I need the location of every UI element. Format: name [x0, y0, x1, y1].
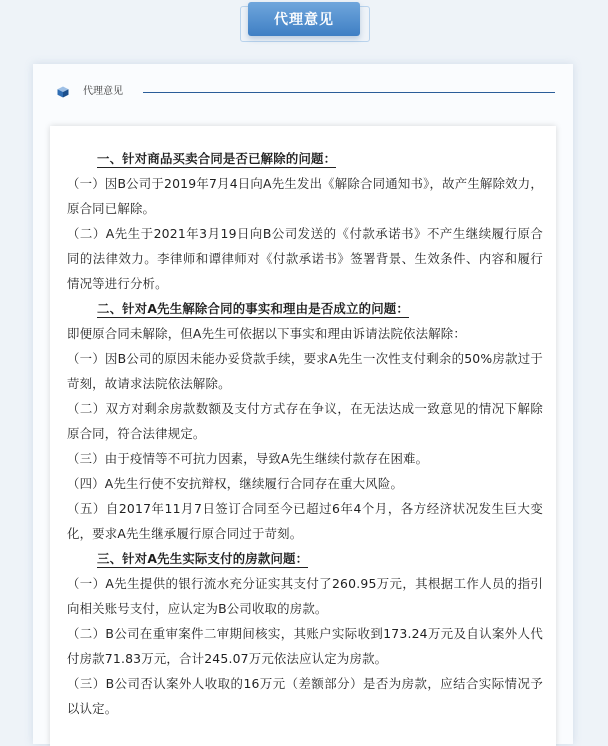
opinion-content: [67, 146, 543, 721]
divider: [143, 92, 555, 93]
paragraph: 即便原合同未解除，但A先生可依据以下事实和理由诉请法院依法解除：: [67, 326, 466, 341]
section-heading: 三、针对A先生实际支付的房款问题：: [97, 551, 309, 566]
opinion-card: [33, 64, 573, 744]
paragraph: （一）A先生提供的银行流水充分证实其支付了260.95万元，其根据工作人员的指引向相关账号支付，应认定为B公司收取的房款。: [67, 576, 543, 616]
paragraph: （四）A先生行使不安抗辩权，继续履行合同存在重大风险。: [67, 476, 404, 491]
paragraph: （三）B公司否认案外人收取的16万元（差额部分）是否为房款，应结合实际情况予以认定。: [67, 676, 543, 716]
section-heading: 二、针对A先生解除合同的事实和理由是否成立的问题：: [97, 301, 409, 316]
paragraph: （二）双方对剩余房款数额及支付方式存在争议，在无法达成一致意见的情况下解除原合同，符合法律规定。: [67, 401, 543, 441]
paragraph: （二）B公司在重审案件二审期间核实，其账户实际收到173.24万元及自认案外人代付房款71.83万元，合计245.07万元依法应认定为房款。: [67, 626, 543, 666]
card-title: 代理意见: [83, 86, 123, 97]
paragraph: （五）自2017年11月7日签订合同至今已超过6年4个月，各方经济状况发生巨大变化，要求A先生继承履行原合同过于苛刻。: [67, 501, 543, 541]
cube-icon: [57, 86, 69, 98]
header-title: 代理意见: [248, 2, 360, 36]
paragraph: （一）因B公司于2019年7月4日向A先生发出《解除合同通知书》，故产生解除效力，原合同已解除。: [67, 176, 543, 216]
card-header: [57, 84, 557, 100]
content-box: [50, 126, 556, 746]
paragraph: （三）由于疫情等不可抗力因素，导致A先生继续付款存在困难。: [67, 451, 429, 466]
paragraph: （二）A先生于2021年3月19日向B公司发送的《付款承诺书》不产生继续履行原合同的法律效力。李律师和谭律师对《付款承诺书》签署背景、生效条件、内容和履行情况等进行分析。: [67, 226, 543, 291]
section-heading: 一、针对商品买卖合同是否已解除的问题：: [97, 151, 337, 166]
header: [0, 0, 608, 50]
paragraph: （一）因B公司的原因未能办妥贷款手续，要求A先生一次性支付剩余的50%房款过于苛刻，故请求法院依法解除。: [67, 351, 543, 391]
